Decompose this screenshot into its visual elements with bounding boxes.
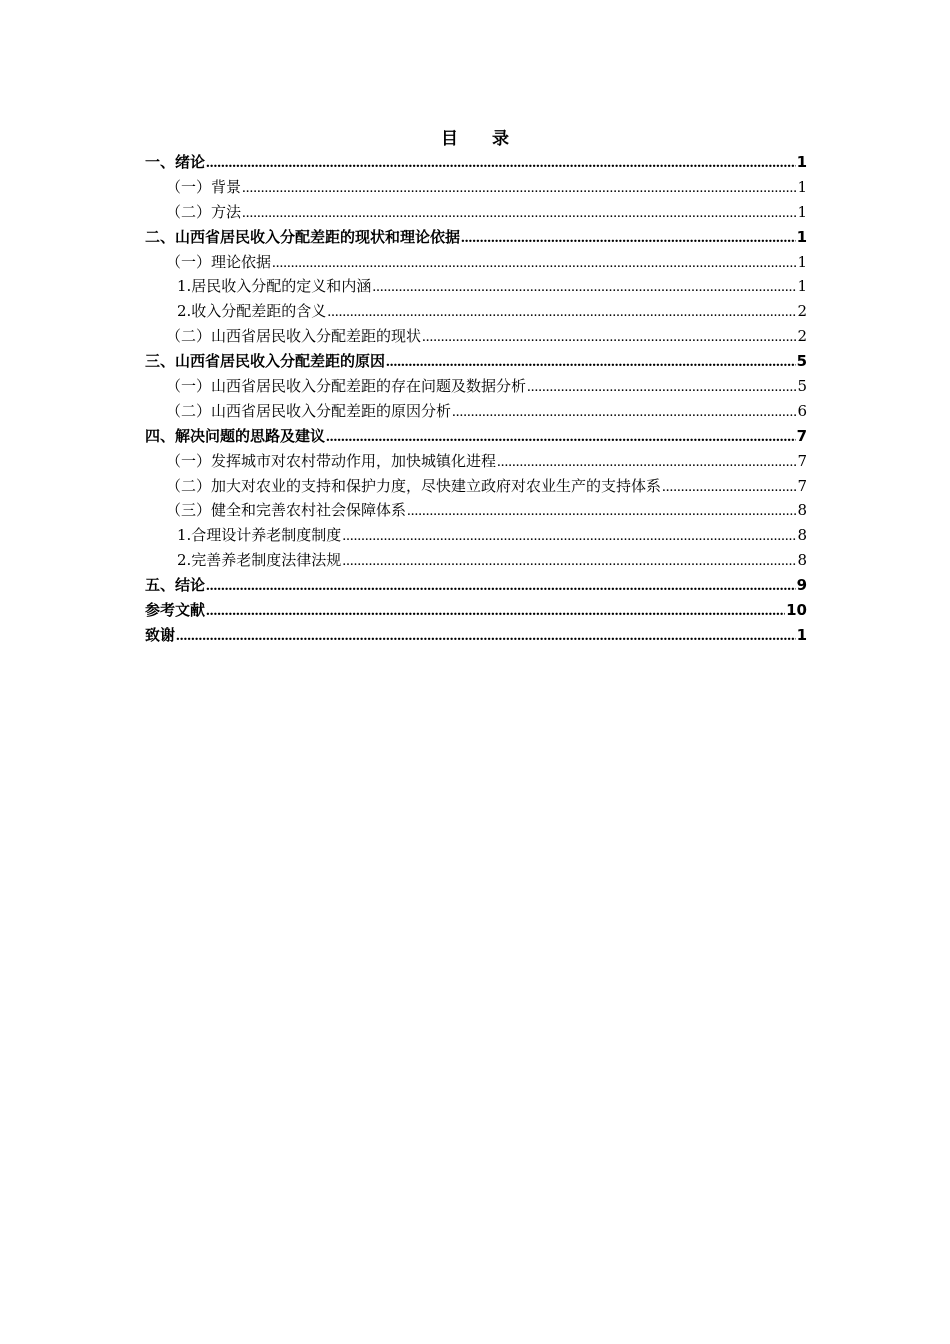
toc-entry[interactable] [145,548,807,573]
toc-entry[interactable] [145,374,807,399]
toc-leader-dots [272,251,796,275]
toc-leader-dots [206,151,796,175]
toc-entry-page: 1 [796,227,807,246]
toc-entry-label: 致谢 [145,625,176,644]
toc-entry[interactable] [145,150,807,175]
toc-entry-label: （一）理论依据 [166,252,272,271]
toc-leader-dots [326,425,796,449]
table-of-contents [145,150,807,648]
toc-title-part2: 录 [492,129,509,149]
toc-entry[interactable] [145,175,807,200]
toc-entry-page: 2 [797,302,807,321]
toc-entry-label: 2.收入分配差距的含义 [177,302,327,321]
toc-entry[interactable] [145,573,807,598]
toc-entry[interactable] [145,474,807,499]
toc-leader-dots [242,201,796,225]
toc-entry-page: 7 [797,451,807,470]
toc-entry-label: （二）山西省居民收入分配差距的现状 [166,327,422,346]
toc-entry[interactable] [145,598,807,623]
toc-entry-label: 二、山西省居民收入分配差距的现状和理论依据 [145,227,461,246]
toc-entry[interactable] [145,523,807,548]
toc-entry-page: 2 [797,327,807,346]
toc-entry-page: 8 [797,551,807,570]
toc-title [0,124,950,149]
toc-entry-label: （一）发挥城市对农村带动作用，加快城镇化进程 [166,451,497,470]
toc-entry-label: （二）山西省居民收入分配差距的原因分析 [166,401,452,420]
toc-entry-label: （一）山西省居民收入分配差距的存在问题及数据分析 [166,377,527,396]
toc-leader-dots [327,300,796,324]
toc-leader-dots [452,400,796,424]
toc-entry-page: 1 [796,625,807,644]
toc-entry[interactable] [145,399,807,424]
toc-entry-page: 7 [797,476,807,495]
toc-entry[interactable] [145,200,807,225]
toc-entry-page: 9 [796,576,807,595]
toc-entry-label: 四、解决问题的思路及建议 [145,426,326,445]
toc-leader-dots [497,450,796,474]
toc-leader-dots [206,599,785,623]
toc-leader-dots [527,375,796,399]
toc-leader-dots [422,325,796,349]
toc-entry[interactable] [145,274,807,299]
toc-leader-dots [342,524,796,548]
toc-entry-page: 1 [797,177,807,196]
toc-entry-page: 6 [797,401,807,420]
toc-entry[interactable] [145,498,807,523]
toc-leader-dots [342,549,796,573]
toc-leader-dots [176,624,796,648]
toc-entry-label: （一）背景 [166,177,242,196]
toc-entry-page: 1 [796,153,807,171]
toc-leader-dots [372,275,796,299]
toc-leader-dots [386,350,796,374]
toc-entry-page: 7 [796,426,807,445]
toc-leader-dots [242,176,796,200]
toc-leader-dots [461,226,796,250]
toc-entry[interactable] [145,324,807,349]
toc-entry-page: 1 [797,252,807,271]
toc-leader-dots [662,475,796,499]
toc-entry-label: （二）方法 [166,202,242,221]
toc-entry-page: 1 [797,277,807,296]
toc-entry-label: 一、绪论 [145,153,206,171]
toc-entry-label: （二）加大对农业的支持和保护力度，尽快建立政府对农业生产的支持体系 [166,476,662,495]
toc-entry-label: 1.居民收入分配的定义和内涵 [177,277,372,296]
toc-entry-label: 三、山西省居民收入分配差距的原因 [145,352,386,371]
toc-leader-dots [206,574,796,598]
toc-entry-page: 5 [797,377,807,396]
toc-entry-label: 2.完善养老制度法律法规 [177,551,342,570]
toc-entry-label: 参考文献 [145,601,206,620]
toc-entry[interactable] [145,225,807,250]
toc-entry-page: 8 [797,501,807,520]
toc-entry-page: 10 [786,601,807,620]
toc-entry[interactable] [145,299,807,324]
toc-entry[interactable] [145,449,807,474]
toc-entry[interactable] [145,623,807,648]
toc-entry-label: （三）健全和完善农村社会保障体系 [166,501,407,520]
toc-entry[interactable] [145,250,807,275]
toc-title-part1: 目 [441,129,458,149]
toc-entry-page: 5 [796,352,807,371]
toc-entry[interactable] [145,424,807,449]
toc-entry-label: 五、结论 [145,576,206,595]
toc-entry-page: 1 [797,202,807,221]
toc-leader-dots [407,499,796,523]
toc-entry-label: 1.合理设计养老制度制度 [177,526,342,545]
toc-entry-page: 8 [797,526,807,545]
toc-entry[interactable] [145,349,807,374]
